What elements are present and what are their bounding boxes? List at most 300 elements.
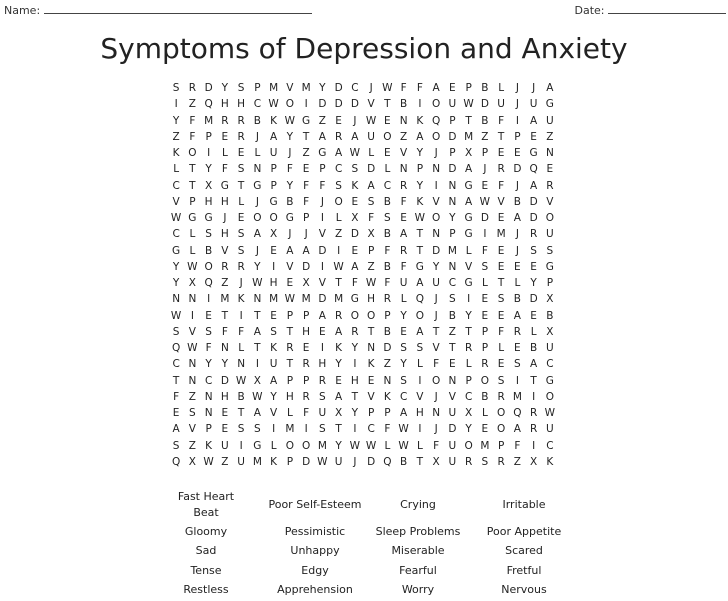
- grid-letter: W: [398, 439, 409, 452]
- grid-letter: D: [204, 82, 213, 95]
- grid-letter: S: [481, 260, 489, 273]
- grid-letter: Z: [221, 277, 229, 290]
- grid-letter: I: [515, 114, 519, 127]
- grid-letter: I: [239, 309, 243, 322]
- grid-letter: N: [448, 374, 457, 387]
- grid-letter: T: [302, 130, 310, 143]
- grid-letter: N: [448, 179, 457, 192]
- grid-letter: J: [353, 114, 357, 127]
- grid-letter: P: [286, 455, 294, 468]
- grid-letter: P: [205, 423, 212, 436]
- grid-letter: A: [513, 309, 521, 322]
- grid-letter: D: [367, 455, 376, 468]
- grid-letter: M: [480, 439, 490, 452]
- grid-letter: S: [400, 374, 407, 387]
- grid-letter: D: [318, 98, 327, 111]
- grid-letter: M: [220, 293, 230, 306]
- grid-letter: B: [481, 390, 489, 403]
- grid-letter: L: [465, 244, 472, 257]
- grid-letter: D: [220, 374, 229, 387]
- grid-letter: O: [464, 439, 473, 452]
- grid-letter: F: [221, 325, 228, 338]
- grid-letter: M: [301, 293, 311, 306]
- grid-letter: E: [497, 358, 505, 371]
- grid-letter: S: [514, 358, 521, 371]
- grid-letter: Z: [188, 390, 196, 403]
- grid-letter: A: [351, 130, 359, 143]
- grid-letter: Q: [529, 163, 538, 176]
- grid-letter: U: [318, 407, 327, 420]
- grid-letter: A: [318, 130, 326, 143]
- grid-letter: W: [544, 407, 556, 420]
- grid-letter: W: [317, 455, 328, 468]
- grid-letter: R: [302, 358, 310, 371]
- grid-letter: P: [416, 163, 424, 176]
- grid-letter: T: [351, 390, 359, 403]
- grid-letter: J: [515, 98, 519, 111]
- grid-letter: Z: [481, 130, 489, 143]
- grid-letter: M: [464, 130, 474, 143]
- grid-letter: T: [465, 114, 472, 127]
- grid-letter: N: [432, 228, 441, 241]
- grid-letter: R: [497, 455, 505, 468]
- grid-letter: I: [418, 374, 422, 387]
- grid-letter: E: [286, 277, 294, 290]
- grid-letter: U: [269, 358, 278, 371]
- grid-letter: R: [497, 163, 505, 176]
- grid-letter: O: [545, 390, 554, 403]
- date-label: Date:: [574, 4, 605, 17]
- grid-letter: A: [530, 179, 538, 192]
- grid-letter: T: [221, 309, 229, 322]
- grid-letter: E: [237, 147, 245, 160]
- grid-letter: P: [465, 374, 472, 387]
- grid-letter: O: [285, 439, 294, 452]
- grid-letter: G: [302, 114, 311, 127]
- grid-letter: X: [546, 325, 554, 338]
- grid-letter: B: [237, 390, 245, 403]
- grid-letter: G: [172, 244, 181, 257]
- grid-letter: J: [223, 212, 227, 225]
- grid-letter: F: [205, 342, 212, 355]
- grid-letter: V: [270, 407, 278, 420]
- grid-letter: R: [399, 244, 408, 257]
- grid-letter: O: [334, 195, 343, 208]
- grid-letter: J: [255, 244, 259, 257]
- grid-letter: P: [449, 114, 456, 127]
- grid-letter: Y: [465, 423, 472, 436]
- grid-letter: E: [302, 342, 310, 355]
- grid-letter: A: [416, 277, 424, 290]
- grid-letter: I: [434, 179, 438, 192]
- grid-letter: M: [301, 82, 311, 95]
- grid-letter: K: [416, 114, 424, 127]
- word-list-item: Unhappy: [290, 544, 340, 558]
- grid-letter: K: [546, 455, 554, 468]
- grid-letter: C: [253, 98, 262, 111]
- grid-letter: P: [270, 179, 277, 192]
- grid-letter: Y: [351, 342, 359, 355]
- grid-letter: B: [481, 114, 489, 127]
- grid-letter: L: [173, 163, 180, 176]
- grid-letter: W: [170, 212, 182, 225]
- grid-letter: G: [464, 277, 473, 290]
- grid-letter: F: [400, 82, 407, 95]
- grid-letter: V: [448, 390, 456, 403]
- grid-letter: T: [416, 244, 424, 257]
- grid-letter: R: [529, 407, 538, 420]
- grid-letter: J: [239, 277, 243, 290]
- grid-letter: R: [237, 114, 245, 127]
- grid-letter: L: [335, 212, 342, 225]
- grid-letter: D: [350, 228, 359, 241]
- grid-letter: A: [367, 179, 375, 192]
- grid-letter: I: [353, 358, 357, 371]
- grid-letter: N: [367, 342, 376, 355]
- grid-letter: A: [253, 325, 261, 338]
- grid-letter: T: [416, 455, 424, 468]
- word-list-item: Sleep Problems: [375, 524, 461, 538]
- grid-letter: N: [545, 147, 554, 160]
- grid-letter: U: [448, 98, 457, 111]
- grid-letter: A: [513, 212, 521, 225]
- grid-letter: O: [431, 212, 441, 225]
- grid-letter: M: [269, 82, 279, 95]
- grid-letter: T: [189, 179, 196, 192]
- grid-letter: A: [432, 82, 440, 95]
- grid-letter: G: [545, 374, 554, 387]
- grid-letter: P: [481, 342, 489, 355]
- grid-letter: P: [514, 130, 521, 143]
- grid-letter: E: [400, 212, 407, 225]
- grid-letter: P: [546, 277, 554, 290]
- grid-letter: E: [205, 309, 212, 322]
- grid-letter: O: [366, 309, 376, 322]
- grid-letter: X: [530, 455, 538, 468]
- grid-letter: A: [253, 407, 261, 420]
- grid-letter: Y: [172, 260, 180, 273]
- grid-letter: L: [238, 195, 245, 208]
- grid-letter: H: [204, 195, 213, 208]
- grid-letter: Y: [432, 260, 440, 273]
- grid-letter: J: [434, 147, 438, 160]
- grid-letter: X: [188, 277, 196, 290]
- grid-letter: K: [270, 342, 278, 355]
- word-list-item: Miserable: [391, 544, 445, 558]
- grid-letter: P: [270, 163, 277, 176]
- grid-letter: E: [384, 147, 391, 160]
- grid-letter: H: [220, 228, 229, 241]
- grid-letter: A: [335, 325, 343, 338]
- grid-letter: S: [449, 293, 456, 306]
- grid-letter: F: [400, 260, 407, 273]
- grid-letter: P: [367, 244, 375, 257]
- grid-letter: J: [434, 390, 438, 403]
- grid-letter: I: [272, 423, 276, 436]
- grid-letter: N: [204, 407, 213, 420]
- grid-letter: X: [432, 455, 440, 468]
- grid-letter: E: [481, 309, 489, 322]
- grid-letter: Q: [171, 342, 181, 355]
- name-label: Name:: [4, 4, 41, 17]
- grid-letter: I: [174, 98, 178, 111]
- grid-letter: C: [448, 277, 457, 290]
- grid-letter: J: [515, 228, 519, 241]
- grid-letter: E: [514, 147, 521, 160]
- grid-letter: H: [302, 325, 311, 338]
- grid-letter: X: [335, 407, 343, 420]
- grid-letter: A: [335, 147, 343, 160]
- grid-letter: S: [400, 342, 407, 355]
- grid-letter: O: [204, 260, 213, 273]
- grid-letter: T: [254, 342, 261, 355]
- grid-letter: E: [546, 163, 554, 176]
- word-list-item: Scared: [505, 544, 543, 558]
- grid-letter: F: [433, 358, 440, 371]
- grid-letter: P: [205, 130, 212, 143]
- grid-letter: H: [318, 358, 327, 371]
- page-title: Symptoms of Depression and Anxiety: [100, 32, 628, 65]
- grid-letter: H: [350, 374, 359, 387]
- grid-letter: U: [432, 277, 440, 290]
- grid-letter: L: [270, 439, 277, 452]
- grid-letter: R: [221, 114, 229, 127]
- grid-letter: E: [497, 212, 505, 225]
- grid-letter: I: [272, 260, 276, 273]
- grid-letter: S: [384, 212, 391, 225]
- grid-letter: T: [530, 374, 537, 387]
- grid-letter: Q: [415, 293, 424, 306]
- grid-letter: P: [302, 309, 310, 322]
- grid-letter: E: [481, 179, 489, 192]
- grid-letter: I: [532, 390, 536, 403]
- grid-letter: E: [400, 325, 407, 338]
- grid-letter: U: [546, 228, 554, 241]
- grid-letter: G: [285, 212, 294, 225]
- grid-letter: E: [497, 244, 505, 257]
- grid-letter: I: [304, 423, 308, 436]
- grid-letter: I: [207, 293, 211, 306]
- grid-letter: E: [351, 195, 359, 208]
- grid-letter: M: [317, 439, 327, 452]
- grid-letter: K: [367, 358, 375, 371]
- grid-letter: N: [220, 342, 229, 355]
- grid-letter: G: [220, 179, 229, 192]
- grid-letter: Y: [335, 358, 342, 371]
- grid-letter: M: [334, 293, 344, 306]
- grid-letter: W: [187, 260, 198, 273]
- grid-letter: G: [269, 195, 278, 208]
- grid-letter: V: [286, 260, 294, 273]
- grid-letter: Y: [416, 179, 424, 192]
- grid-letter: D: [334, 82, 343, 95]
- grid-letter: K: [270, 455, 278, 468]
- grid-letter: I: [255, 358, 259, 371]
- grid-letter: T: [497, 130, 505, 143]
- grid-letter: I: [190, 309, 194, 322]
- grid-letter: A: [335, 390, 343, 403]
- grid-letter: L: [238, 342, 245, 355]
- grid-letter: U: [448, 455, 457, 468]
- grid-letter: E: [530, 260, 537, 273]
- grid-letter: B: [383, 228, 391, 241]
- grid-letter: D: [350, 98, 359, 111]
- grid-letter: P: [449, 147, 456, 160]
- grid-letter: O: [301, 439, 311, 452]
- grid-letter: L: [498, 82, 505, 95]
- grid-letter: O: [350, 309, 359, 322]
- grid-letter: E: [319, 325, 326, 338]
- grid-letter: J: [353, 455, 357, 468]
- grid-letter: J: [515, 179, 519, 192]
- grid-letter: N: [399, 163, 408, 176]
- grid-letter: Y: [286, 130, 294, 143]
- grid-letter: U: [546, 342, 554, 355]
- grid-letter: J: [255, 195, 259, 208]
- grid-letter: G: [350, 293, 359, 306]
- grid-letter: W: [365, 277, 377, 290]
- grid-letter: P: [497, 439, 505, 452]
- grid-letter: X: [465, 407, 473, 420]
- grid-letter: T: [237, 407, 245, 420]
- grid-letter: U: [367, 130, 375, 143]
- grid-letter: R: [237, 130, 245, 143]
- grid-letter: T: [497, 277, 505, 290]
- grid-letter: G: [415, 260, 424, 273]
- grid-letter: L: [465, 358, 472, 371]
- grid-letter: R: [318, 374, 327, 387]
- grid-letter: K: [270, 114, 278, 127]
- grid-letter: C: [546, 439, 554, 452]
- grid-letter: A: [286, 244, 294, 257]
- word-list-item: Apprehension: [277, 583, 353, 597]
- grid-letter: F: [514, 439, 521, 452]
- grid-letter: C: [204, 374, 213, 387]
- grid-letter: Z: [367, 260, 375, 273]
- grid-letter: T: [189, 163, 196, 176]
- grid-letter: H: [367, 293, 376, 306]
- grid-letter: R: [497, 390, 505, 403]
- grid-letter: Y: [205, 358, 212, 371]
- grid-letter: N: [448, 195, 457, 208]
- grid-letter: L: [416, 358, 423, 371]
- grid-letter: E: [449, 82, 456, 95]
- grid-letter: E: [497, 260, 505, 273]
- grid-letter: S: [254, 423, 261, 436]
- grid-letter: W: [284, 114, 296, 127]
- word-search-grid: [168, 80, 558, 470]
- grid-letter: O: [496, 407, 506, 420]
- grid-letter: I: [515, 374, 519, 387]
- grid-letter: C: [172, 179, 180, 192]
- grid-letter: S: [237, 423, 245, 436]
- grid-letter: V: [188, 325, 196, 338]
- grid-letter: V: [367, 98, 375, 111]
- grid-letter: G: [464, 228, 473, 241]
- grid-letter: Y: [465, 309, 472, 322]
- grid-letter: Z: [383, 358, 391, 371]
- grid-letter: I: [304, 98, 308, 111]
- grid-letter: U: [529, 98, 538, 111]
- grid-letter: M: [447, 244, 457, 257]
- grid-letter: E: [335, 114, 342, 127]
- grid-letter: C: [172, 228, 180, 241]
- grid-letter: B: [383, 195, 391, 208]
- grid-letter: A: [465, 163, 473, 176]
- grid-letter: Z: [448, 325, 456, 338]
- grid-letter: C: [464, 390, 473, 403]
- grid-letter: B: [530, 342, 538, 355]
- grid-letter: B: [383, 260, 391, 273]
- grid-letter: A: [416, 325, 424, 338]
- grid-letter: U: [334, 455, 343, 468]
- grid-letter: E: [270, 309, 277, 322]
- grid-letter: U: [399, 277, 408, 290]
- word-list-item: Irritable: [502, 498, 546, 511]
- grid-letter: N: [432, 163, 441, 176]
- grid-letter: A: [530, 114, 538, 127]
- grid-letter: N: [172, 293, 181, 306]
- grid-letter: F: [481, 244, 488, 257]
- grid-letter: T: [449, 342, 456, 355]
- grid-letter: Y: [221, 82, 229, 95]
- grid-letter: S: [205, 228, 212, 241]
- word-list-item: Restless: [183, 583, 229, 597]
- grid-letter: S: [270, 325, 277, 338]
- grid-letter: N: [383, 374, 392, 387]
- grid-letter: V: [221, 244, 229, 257]
- grid-letter: A: [270, 130, 278, 143]
- grid-letter: Y: [205, 163, 212, 176]
- grid-letter: F: [189, 114, 196, 127]
- grid-letter: E: [335, 374, 342, 387]
- grid-letter: P: [302, 374, 310, 387]
- grid-letter: F: [189, 130, 196, 143]
- date-field: [575, 3, 727, 17]
- word-list-item: Pessimistic: [284, 524, 346, 538]
- grid-letter: E: [221, 423, 229, 436]
- grid-letter: A: [351, 260, 359, 273]
- grid-letter: K: [416, 195, 424, 208]
- grid-letter: D: [513, 163, 522, 176]
- grid-letter: D: [432, 244, 441, 257]
- grid-letter: V: [367, 390, 375, 403]
- grid-letter: L: [189, 244, 196, 257]
- grid-letter: E: [481, 423, 489, 436]
- grid-letter: D: [383, 342, 392, 355]
- grid-letter: G: [318, 147, 327, 160]
- grid-letter: H: [285, 390, 294, 403]
- grid-letter: E: [530, 130, 537, 143]
- grid-letter: J: [255, 130, 259, 143]
- grid-letter: T: [237, 179, 245, 192]
- grid-letter: A: [513, 423, 521, 436]
- grid-letter: G: [545, 98, 554, 111]
- grid-letter: Z: [318, 114, 326, 127]
- grid-letter: F: [433, 439, 440, 452]
- grid-letter: S: [189, 407, 196, 420]
- grid-letter: X: [205, 179, 213, 192]
- grid-letter: G: [545, 260, 554, 273]
- grid-letter: F: [384, 244, 391, 257]
- grid-letter: F: [416, 82, 423, 95]
- grid-letter: A: [318, 309, 326, 322]
- grid-letter: U: [546, 423, 554, 436]
- grid-letter: Q: [431, 114, 441, 127]
- grid-letter: F: [303, 179, 310, 192]
- grid-letter: V: [172, 195, 180, 208]
- grid-letter: N: [188, 358, 197, 371]
